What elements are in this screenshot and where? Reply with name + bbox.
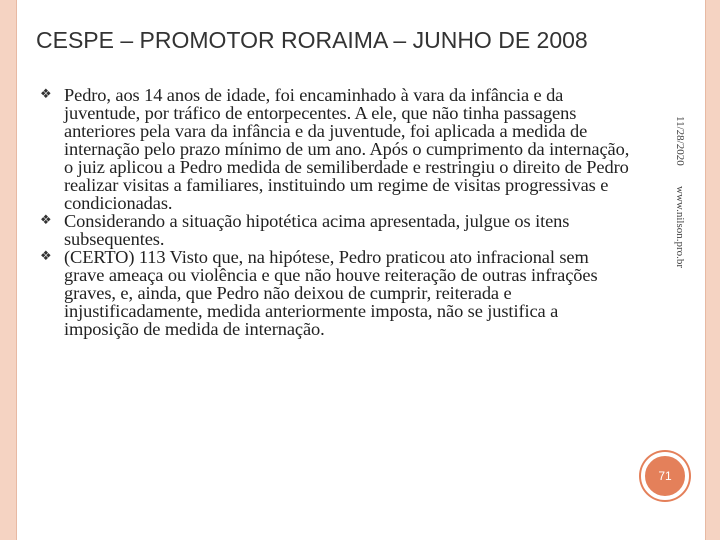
bullet-item: [40, 86, 630, 212]
bullet-text: Considerando a situação hipotética acima apresentada, julgue os itens subsequentes.: [64, 211, 570, 249]
bullet-item: [40, 212, 630, 248]
bullet-text: (CERTO) 113 Visto que, na hipótese, Pedro praticou ato infracional sem grave ameaça ou violência e que não houve reiteração de outras infrações graves, e, ainda, que Pedro não deixou de cumprir, reiterada e injustificadamente, medida anteriormente imposta, não se justifica a imposição de medida de internação.: [64, 247, 598, 339]
bullet-list: [40, 86, 630, 338]
diamond-bullet-icon: ❖: [40, 213, 52, 228]
slide-title: CESPE – PROMOTOR RORAIMA – JUNHO DE 2008: [36, 27, 588, 53]
bullet-item: [40, 248, 630, 338]
website-url: www.nilson.pro.br: [674, 186, 686, 269]
diamond-bullet-icon: ❖: [40, 87, 52, 102]
page-number-badge: 71: [641, 452, 689, 500]
bullet-text: Pedro, aos 14 anos de idade, foi encaminhado à vara da infância e da juventude, por tráfico de entorpecentes. A ele, que não tinha passagens anteriores pela vara da infância e da juventude, foi aplicada a medida de internação pelo prazo mínimo de um ano. Após o cumprimento da internação, o juiz aplicou a Pedro medida de semiliberdade e restringiu o direito de Pedro realizar visitas a familiares, instituindo um regime de visitas progressivas e condicionadas.: [64, 85, 630, 213]
slide-date: 11/28/2020: [674, 116, 686, 166]
diamond-bullet-icon: ❖: [40, 249, 52, 264]
